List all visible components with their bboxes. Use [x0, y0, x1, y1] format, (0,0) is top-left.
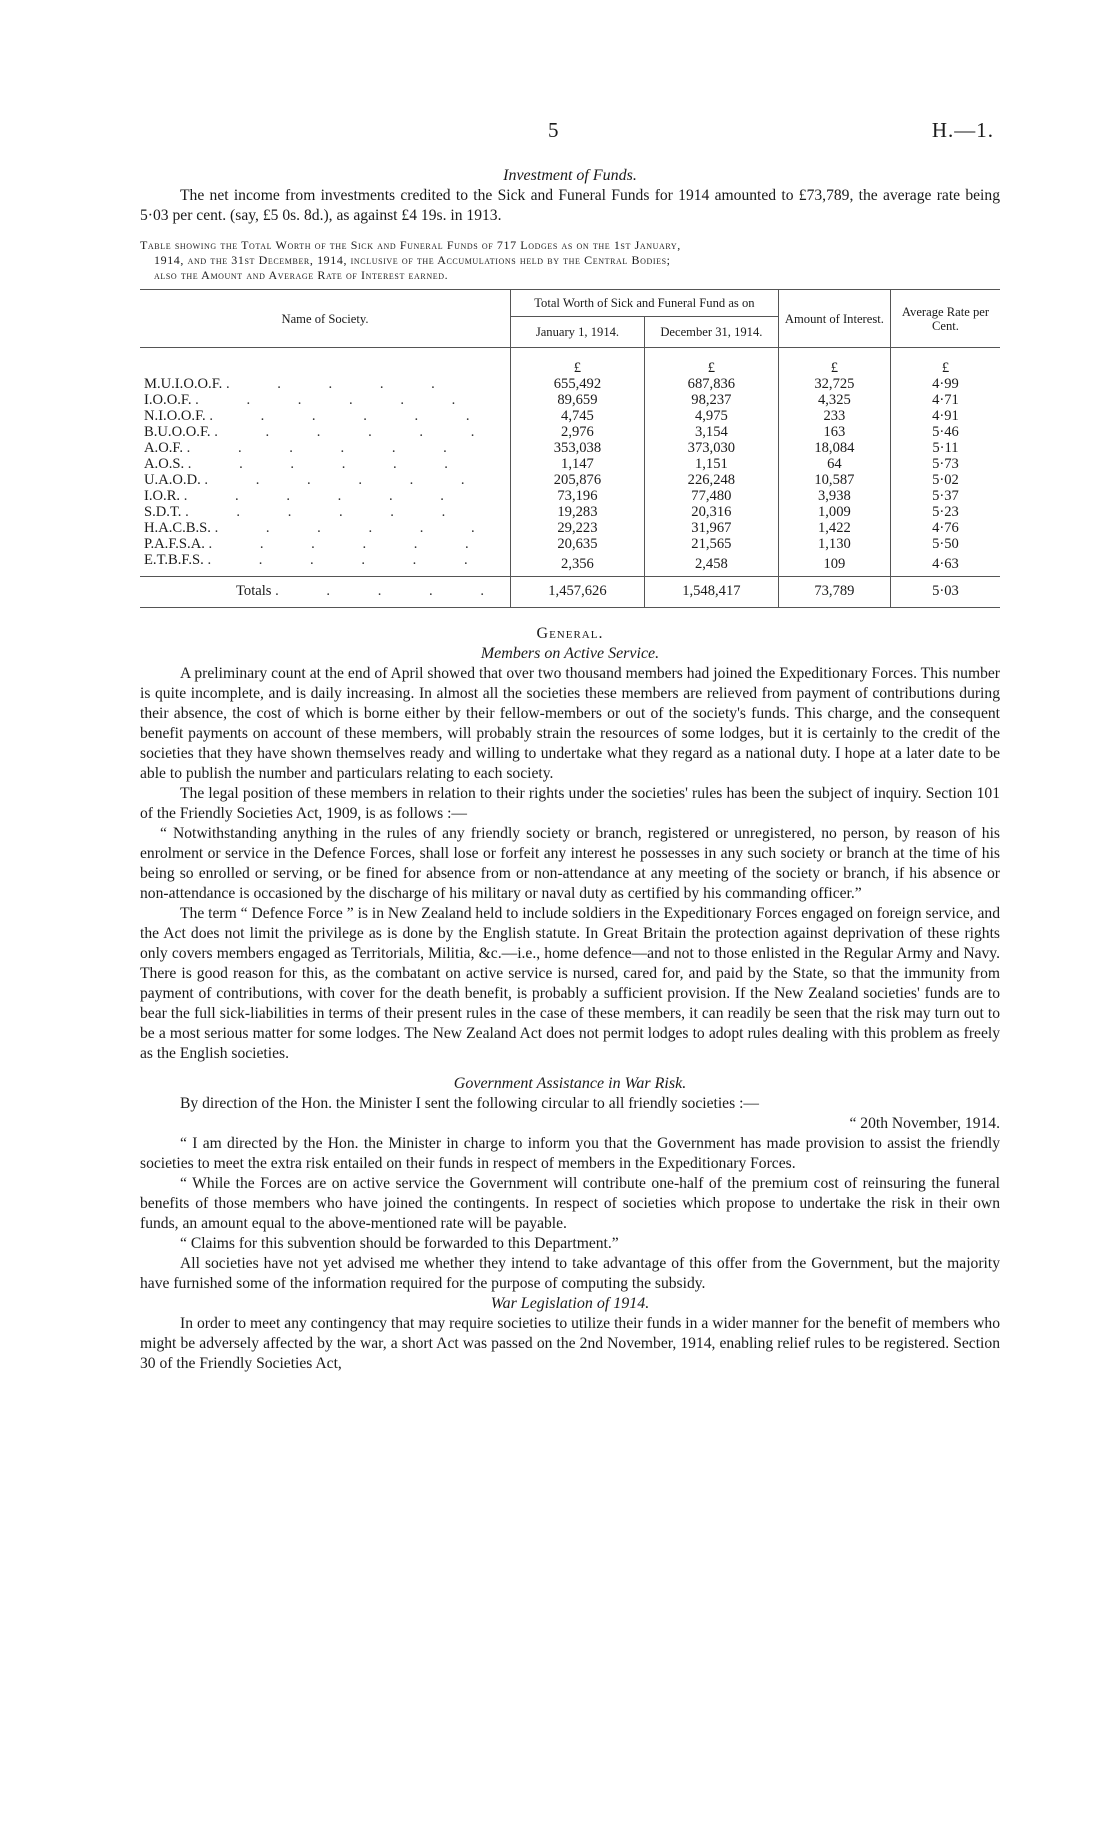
- dot-leader: . . . . . .: [195, 392, 478, 408]
- cell-rate: 4·63: [890, 552, 1000, 577]
- cell-dec: 31,967: [644, 520, 778, 536]
- cell-jan: 29,223: [510, 520, 644, 536]
- total-rate: 5·03: [890, 577, 1000, 608]
- dot-leader: . . . . . .: [214, 520, 497, 536]
- cell-jan: 4,745: [510, 408, 644, 424]
- dot-leader: . . . . .: [225, 376, 457, 392]
- investment-heading: Investment of Funds.: [503, 167, 637, 184]
- society-name: N.I.O.O.F.: [144, 408, 206, 424]
- active-service-heading: Members on Active Service.: [480, 645, 660, 662]
- header-dec: December 31, 1914.: [644, 317, 778, 348]
- gov-assistance-p2: All societies have not yet advised me whether they intend to take advantage of this offer from the Government, but the majority have furnished some of the information required for the purpose of computing the subsidy.: [140, 1255, 1000, 1292]
- table-row: [140, 456, 1000, 472]
- cell-dec: 2,458: [644, 552, 778, 577]
- cell-interest: 233: [778, 408, 890, 424]
- header-rate: Average Rate per Cent.: [890, 290, 1000, 348]
- cell-interest: 18,084: [778, 440, 890, 456]
- cell-dec: 20,316: [644, 504, 778, 520]
- cell-interest: 1,130: [778, 536, 890, 552]
- society-name: H.A.C.B.S.: [144, 520, 211, 536]
- dot-leader: . . . . . .: [204, 472, 487, 488]
- war-legislation-p1: In order to meet any contingency that may require societies to utilize their funds in a wider manner for the benefit of members who might be adversely affected by the war, a short Act was passed on the 2nd November, 1914, enabling relief rules to be registered. Section 30 of the Friendly Societies Act,: [140, 1315, 1000, 1372]
- totals-row: [140, 577, 1000, 608]
- cell-interest: 163: [778, 424, 890, 440]
- table-row: [140, 424, 1000, 440]
- cell-rate: 4·76: [890, 520, 1000, 536]
- society-name: P.A.F.S.A.: [144, 536, 205, 552]
- total-dec: 1,548,417: [644, 577, 778, 608]
- cell-dec: 98,237: [644, 392, 778, 408]
- circular-date: “ 20th November, 1914.: [849, 1115, 1000, 1132]
- cell-rate: 5·02: [890, 472, 1000, 488]
- unit-dec: £: [644, 348, 778, 377]
- dot-leader: . . . . . .: [214, 424, 497, 440]
- cell-jan: 353,038: [510, 440, 644, 456]
- cell-interest: 1,009: [778, 504, 890, 520]
- header-jan: January 1, 1914.: [510, 317, 644, 348]
- dot-leader: . . . . . .: [209, 408, 492, 424]
- cell-rate: 5·50: [890, 536, 1000, 552]
- cell-dec: 226,248: [644, 472, 778, 488]
- dot-leader: . . . . . .: [207, 552, 490, 568]
- cell-dec: 77,480: [644, 488, 778, 504]
- cell-jan: 2,976: [510, 424, 644, 440]
- cell-rate: 5·11: [890, 440, 1000, 456]
- cell-dec: 1,151: [644, 456, 778, 472]
- cell-jan: 655,492: [510, 376, 644, 392]
- cell-rate: 4·71: [890, 392, 1000, 408]
- cell-rate: 5·37: [890, 488, 1000, 504]
- table-row: [140, 488, 1000, 504]
- gov-assistance-p1: By direction of the Hon. the Minister I sent the following circular to all friendly societies :—: [180, 1095, 759, 1112]
- war-legislation-heading: War Legislation of 1914.: [490, 1295, 650, 1312]
- dot-leader: . . . . .: [275, 583, 506, 599]
- circular-q3: “ Claims for this subvention should be forwarded to this Department.”: [180, 1235, 619, 1252]
- header-interest: Amount of Interest.: [778, 290, 890, 348]
- cell-dec: 3,154: [644, 424, 778, 440]
- table-row: [140, 520, 1000, 536]
- cell-dec: 687,836: [644, 376, 778, 392]
- header-name: Name of Society.: [140, 290, 510, 348]
- cell-interest: 3,938: [778, 488, 890, 504]
- society-name: A.O.S.: [144, 456, 185, 472]
- circular-q1: “ I am directed by the Hon. the Minister in charge to inform you that the Government has made provision to assist the friendly societies to meet the extra risk entailed on their funds in respect of members in the Expeditionary Forces.: [140, 1135, 1000, 1172]
- page-content: [140, 166, 1000, 1374]
- cell-jan: 89,659: [510, 392, 644, 408]
- dot-leader: . . . . . .: [208, 536, 491, 552]
- unit-interest: £: [778, 348, 890, 377]
- total-jan: 1,457,626: [510, 577, 644, 608]
- cell-jan: 19,283: [510, 504, 644, 520]
- cell-interest: 10,587: [778, 472, 890, 488]
- table-caption-line3: also the Amount and Average Rate of Interest earned.: [154, 268, 449, 282]
- society-name: M.U.I.O.O.F.: [144, 376, 223, 392]
- unit-jan: £: [510, 348, 644, 377]
- cell-interest: 109: [778, 552, 890, 577]
- cell-interest: 1,422: [778, 520, 890, 536]
- table-row: [140, 440, 1000, 456]
- cell-rate: 5·73: [890, 456, 1000, 472]
- table-caption-line2: 1914, and the 31st December, 1914, inclusive of the Accumulations held by the Central Bodies;: [154, 253, 671, 267]
- cell-interest: 32,725: [778, 376, 890, 392]
- total-interest: 73,789: [778, 577, 890, 608]
- gov-assistance-heading: Government Assistance in War Risk.: [453, 1075, 687, 1092]
- investment-paragraph: The net income from investments credited to the Sick and Funeral Funds for 1914 amounted to £73,789, the average rate being 5·03 per cent. (say, £5 0s. 8d.), as against £4 19s. in 1913.: [140, 187, 1000, 224]
- cell-rate: 5·23: [890, 504, 1000, 520]
- table-caption-line1: Table showing the Total Worth of the Sick and Funeral Funds of 717 Lodges as on the 1st January,: [140, 238, 681, 252]
- table-caption: [140, 238, 1000, 283]
- cell-jan: 1,147: [510, 456, 644, 472]
- cell-dec: 4,975: [644, 408, 778, 424]
- cell-dec: 21,565: [644, 536, 778, 552]
- cell-jan: 73,196: [510, 488, 644, 504]
- society-name: E.T.B.F.S.: [144, 552, 204, 568]
- header-total-worth: Total Worth of Sick and Funeral Fund as on: [510, 290, 778, 317]
- table-row: [140, 408, 1000, 424]
- funds-table: [140, 289, 1000, 608]
- active-service-p2: The legal position of these members in relation to their rights under the societies' rules has been the subject of inquiry. Section 101 of the Friendly Societies Act, 1909, is as follows :—: [140, 785, 1000, 822]
- society-name: B.U.O.O.F.: [144, 424, 211, 440]
- dot-leader: . . . . . .: [186, 440, 469, 456]
- society-name: I.O.O.F.: [144, 392, 192, 408]
- page-header: [0, 118, 1114, 148]
- document-code: H.—1.: [931, 118, 994, 142]
- cell-jan: 20,635: [510, 536, 644, 552]
- table-row: [140, 552, 1000, 577]
- cell-dec: 373,030: [644, 440, 778, 456]
- section-101-quote: [140, 824, 1000, 904]
- unit-rate: £: [890, 348, 1000, 377]
- cell-interest: 64: [778, 456, 890, 472]
- page-number: 5: [548, 118, 559, 142]
- cell-rate: 4·91: [890, 408, 1000, 424]
- society-name: U.A.O.D.: [144, 472, 201, 488]
- circular-q2: “ While the Forces are on active service the Government will contribute one-half of the premium cost of reinsuring the funeral benefits of those members who have joined the contingents. In respect of societies which propose to undertake the risk in their own funds, an amount equal to the above-mentioned rate will be payable.: [140, 1175, 1000, 1232]
- table-row: [140, 536, 1000, 552]
- cell-jan: 2,356: [510, 552, 644, 577]
- cell-rate: 5·46: [890, 424, 1000, 440]
- section-101-text: “ Notwithstanding anything in the rules of any friendly society or branch, registered or unregistered, no person, by reason of his enrolment or service in the Defence Forces, shall lose or forfeit any interest he possesses in any such society or branch at the time of his being so enrolled or serving, or be fined for absence from or non-attendance at any meeting of the society or branch, if his absence or non-attendance is occasioned by the discharge of his military or naval duty as certified by his commanding officer.”: [140, 825, 1000, 902]
- cell-rate: 4·99: [890, 376, 1000, 392]
- units-row: [140, 348, 1000, 377]
- cell-jan: 205,876: [510, 472, 644, 488]
- table-row: [140, 504, 1000, 520]
- society-name: I.O.R.: [144, 488, 181, 504]
- society-name: S.D.T.: [144, 504, 182, 520]
- table-row: [140, 392, 1000, 408]
- dot-leader: . . . . . .: [185, 504, 468, 520]
- table-row: [140, 472, 1000, 488]
- dot-leader: . . . . . .: [187, 456, 470, 472]
- society-name: A.O.F.: [144, 440, 183, 456]
- general-heading: General.: [536, 625, 604, 642]
- active-service-p3: The term “ Defence Force ” is in New Zealand held to include soldiers in the Expeditionary Forces engaged on foreign service, and the Act does not limit the privilege as is done by the English statute. In Great Britain the protection against deprivation of these rights only covers members engaged as Territorials, Militia, &c.—i.e., home defence—and not to those enlisted in the Regular Army and Navy. There is good reason for this, as the combatant on active service is nursed, cared for, and paid by the State, so that the immunity from payment of contributions, with cover for the death benefit, is probably a sufficient provision. If the New Zealand societies' funds are to bear the full sick-liabilities in terms of their present rules in the case of these members, it can readily be seen that the risk may turn out to be a most serious matter for some lodges. The New Zealand Act does not permit lodges to adopt rules dealing with this problem as freely as the English societies.: [140, 905, 1000, 1062]
- dot-leader: . . . . . .: [183, 488, 466, 504]
- table-row: [140, 376, 1000, 392]
- totals-label: Totals: [236, 583, 272, 599]
- cell-interest: 4,325: [778, 392, 890, 408]
- active-service-p1: A preliminary count at the end of April showed that over two thousand members had joined the Expeditionary Forces. This number is quite incomplete, and is daily increasing. In almost all the societies these members are relieved from payment of contributions during their absence, the cost of which is borne either by their fellow-members or out of the society's funds. This charge, and the consequent benefit payments on account of these members, will probably strain the resources of some lodges, but it is certainly to the credit of the societies that they have shown themselves ready and willing to undertake what they regard as a national duty. I hope at a later date to be able to publish the number and particulars relating to each society.: [140, 665, 1000, 782]
